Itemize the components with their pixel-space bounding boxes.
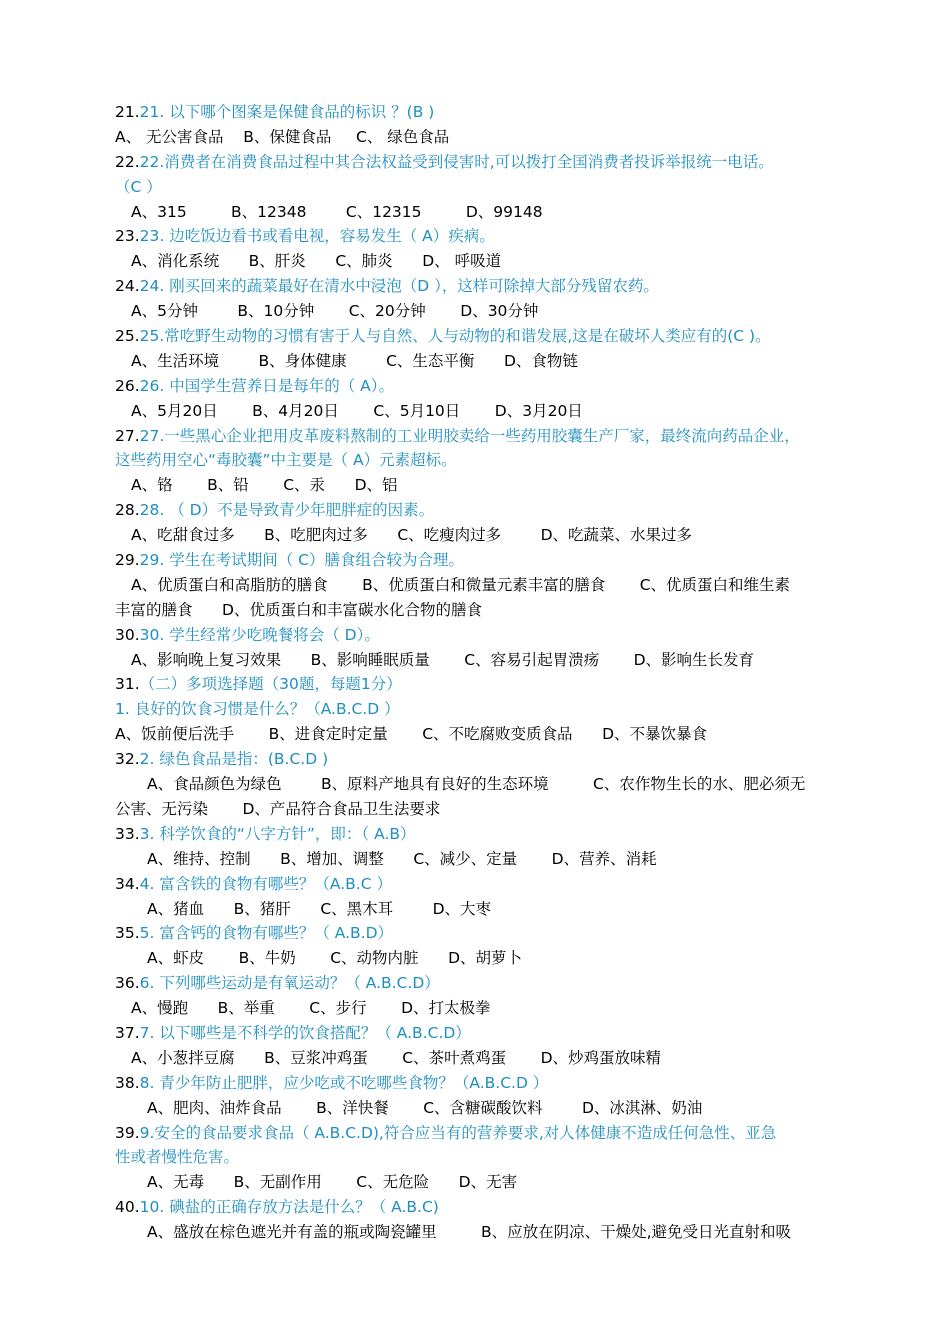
- question-line: [115, 374, 840, 399]
- question-line: [115, 274, 840, 299]
- options-text: A、饭前便后洗手 B、进食定时定量 C、不吃腐败变质食品 D、不暴饮暴食: [115, 725, 708, 744]
- item-number: 32.: [115, 750, 140, 769]
- item-number: 39.: [115, 1123, 140, 1142]
- question-line: [115, 498, 840, 523]
- options-text: A、食品颜色为绿色 B、原料产地具有良好的生态环境 C、农作物生长的水、肥必须无: [147, 775, 806, 794]
- question-text: 这些药用空心“毒胶囊”中主要是（ A）元素超标。: [115, 451, 457, 470]
- option-line: [115, 1046, 840, 1071]
- question-text: （二）多项选择题（30题，每题1分）: [139, 675, 402, 694]
- option-line: [115, 847, 840, 872]
- options-text: A、吃甜食过多 B、吃肥肉过多 C、吃瘦肉过多 D、吃蔬菜、水果过多: [131, 526, 693, 545]
- options-text: 丰富的膳食 D、优质蛋白和丰富碳水化合物的膳食: [115, 600, 482, 619]
- item-number: 30.: [115, 625, 140, 644]
- option-line: [115, 648, 840, 673]
- item-number: 31.: [115, 675, 140, 694]
- options-text: A、315 B、12348 C、12315 D、99148: [131, 202, 543, 221]
- question-line: [115, 1021, 840, 1046]
- question-text: 5. 富含钙的食物有哪些？（ A.B.D）: [139, 924, 394, 943]
- question-text: 27.一些黑心企业把用皮革废料熬制的工业明胶卖给一些药用胶囊生产厂家，最终流向药品企业，: [139, 426, 800, 445]
- option-line: [115, 772, 840, 797]
- question-text: （C ）: [115, 177, 162, 196]
- question-text: 10. 碘盐的正确存放方法是什么？（ A.B.C): [139, 1198, 439, 1217]
- question-text: 22.消费者在消费食品过程中其合法权益受到侵害时,可以拨打全国消费者投诉举报统一电话。: [139, 152, 774, 171]
- question-text: 21. 以下哪个图案是保健食品的标识 ？(B ): [139, 103, 435, 121]
- option-line: [115, 399, 840, 424]
- option-line: [115, 573, 840, 598]
- question-text: 29. 学生在考试期间（ C）膳食组合较为合理。: [139, 551, 464, 570]
- options-text: 公害、无污染 D、产品符合食品卫生法要求: [115, 799, 441, 818]
- option-line: [115, 1220, 840, 1245]
- question-text: 23. 边吃饭边看书或看电视，容易发生（ A）疾病。: [139, 227, 495, 246]
- options-text: A、铬 B、铅 C、汞 D、铝: [131, 476, 398, 495]
- item-number: 37.: [115, 1023, 140, 1042]
- question-line: [115, 822, 840, 847]
- options-text: A、盛放在棕色遮光并有盖的瓶或陶瓷罐里 B、应放在阴凉、干燥处,避免受日光直射和吸: [147, 1223, 792, 1242]
- question-text: 24. 刚买回来的蔬菜最好在清水中浸泡（D ），这样可除掉大部分残留农药。: [139, 277, 659, 296]
- option-line: [115, 125, 840, 150]
- question-line: [115, 672, 840, 697]
- question-text: 3. 科学饮食的“八字方针”，即：（ A.B）: [139, 824, 416, 843]
- options-text: A、慢跑 B、举重 C、步行 D、打太极拳: [131, 999, 491, 1018]
- options-text: A、5月20日 B、4月20日 C、5月10日 D、3月20日: [131, 401, 583, 420]
- document-body: [115, 100, 840, 1245]
- option-line: [115, 349, 840, 374]
- question-text: 6. 下列哪些运动是有氧运动？（ A.B.C.D）: [139, 974, 440, 993]
- question-text: 2. 绿色食品是指：(B.C.D ): [139, 750, 329, 769]
- option-line: [115, 523, 840, 548]
- options-text: A、5分钟 B、10分钟 C、20分钟 D、30分钟: [131, 302, 539, 321]
- item-number: 29.: [115, 551, 140, 570]
- options-text: A、影响晚上复习效果 B、影响睡眠质量 C、容易引起胃溃疡 D、影响生长发育: [131, 650, 755, 669]
- options-text: A、虾皮 B、牛奶 C、动物内脏 D、胡萝卜: [147, 949, 523, 968]
- question-line: [115, 324, 840, 349]
- options-text: A、消化系统 B、肝炎 C、肺炎 D、 呼吸道: [131, 252, 502, 271]
- item-number: 33.: [115, 824, 140, 843]
- item-number: 28.: [115, 501, 140, 520]
- question-line: [115, 1071, 840, 1096]
- options-text: A、生活环境 B、身体健康 C、生态平衡 D、食物链: [131, 351, 578, 370]
- item-number: 27.: [115, 426, 140, 445]
- item-number: 36.: [115, 974, 140, 993]
- option-line: [115, 1170, 840, 1195]
- question-text: 30. 学生经常少吃晚餐将会（ D）。: [139, 625, 380, 644]
- question-text: 28. （ D）不是导致青少年肥胖症的因素。: [139, 501, 435, 520]
- option-line: [115, 996, 840, 1021]
- question-line: [115, 548, 840, 573]
- question-text: 26. 中国学生营养日是每年的（ A）。: [139, 376, 395, 395]
- question-text: 4. 富含铁的食物有哪些？（A.B.C ）: [139, 874, 392, 893]
- question-line: [115, 1195, 840, 1220]
- question-text: 1. 良好的饮食习惯是什么？（A.B.C.D ）: [115, 700, 400, 719]
- option-line: [115, 473, 840, 498]
- item-number: 24.: [115, 277, 140, 296]
- item-number: 38.: [115, 1073, 140, 1092]
- question-line: [115, 1121, 840, 1146]
- question-line: [115, 448, 840, 473]
- question-line: [115, 150, 840, 175]
- question-line: [115, 224, 840, 249]
- question-text: 25.常吃野生动物的习惯有害于人与自然、人与动物的和谐发展,这是在破坏人类应有的(C )。: [139, 327, 771, 346]
- option-line: [115, 897, 840, 922]
- options-text: A、优质蛋白和高脂肪的膳食 B、优质蛋白和微量元素丰富的膳食 C、优质蛋白和维生素: [131, 575, 791, 594]
- question-line: [115, 1145, 840, 1170]
- item-number: 26.: [115, 376, 140, 395]
- options-text: A、无毒 B、无副作用 C、无危险 D、无害: [147, 1173, 518, 1192]
- question-line: [115, 100, 840, 125]
- item-number: 21.: [115, 103, 140, 121]
- option-line: [115, 1096, 840, 1121]
- question-text: 9.安全的食品要求食品（ A.B.C.D),符合应当有的营养要求,对人体健康不造成任何急性、亚急: [139, 1123, 777, 1142]
- item-number: 25.: [115, 327, 140, 346]
- option-line: [115, 200, 840, 225]
- question-text: 7. 以下哪些是不科学的饮食搭配？（ A.B.C.D）: [139, 1023, 471, 1042]
- item-number: 23.: [115, 227, 140, 246]
- question-line: [115, 971, 840, 996]
- item-number: 34.: [115, 874, 140, 893]
- question-line: [115, 872, 840, 897]
- option-line: [115, 797, 840, 822]
- question-line: [115, 623, 840, 648]
- question-line: [115, 921, 840, 946]
- item-number: 35.: [115, 924, 140, 943]
- option-line: [115, 249, 840, 274]
- question-line: [115, 697, 840, 722]
- question-line: [115, 747, 840, 772]
- item-number: 22.: [115, 152, 140, 171]
- question-line: [115, 175, 840, 200]
- options-text: A、肥肉、油炸食品 B、洋快餐 C、含糖碳酸饮料 D、冰淇淋、奶油: [147, 1098, 703, 1117]
- options-text: A、猪血 B、猪肝 C、黑木耳 D、大枣: [147, 899, 492, 918]
- option-line: [115, 299, 840, 324]
- question-line: [115, 424, 840, 449]
- question-text: 8. 青少年防止肥胖，应少吃或不吃哪些食物？（A.B.C.D ）: [139, 1073, 549, 1092]
- options-text: A、 无公害食品 B、保健食品 C、 绿色食品: [115, 127, 450, 146]
- options-text: A、维持、控制 B、增加、调整 C、减少、定量 D、营养、消耗: [147, 849, 657, 868]
- option-line: [115, 722, 840, 747]
- question-text: 性或者慢性危害。: [115, 1148, 240, 1167]
- item-number: 40.: [115, 1198, 140, 1217]
- option-line: [115, 598, 840, 623]
- options-text: A、小葱拌豆腐 B、豆浆冲鸡蛋 C、茶叶煮鸡蛋 D、炒鸡蛋放味精: [131, 1048, 662, 1067]
- option-line: [115, 946, 840, 971]
